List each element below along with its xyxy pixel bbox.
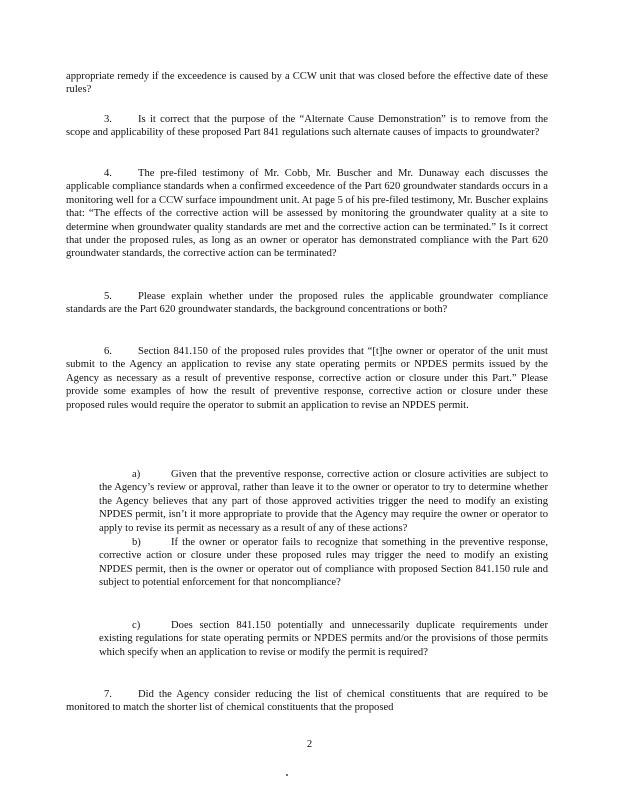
question-text: Did the Agency consider reducing the list of chemical constituents that are required to be monitored to match the shorter list of chemical constituents that the proposed (66, 689, 548, 714)
question-text: The pre-filed testimony of Mr. Cobb, Mr. Buscher and Mr. Dunaway each discusses the applicable compliance standards when a confirmed exceedence of the Part 620 groundwater standards occurs in a monitoring well for a CCW surface impoundment unit. At page 5 of his pre-filed testimony, Mr. Buscher explains that: “The effects of the corrective action will be assessed by monitoring the groundwater quality at a site to determine when groundwater quality standards are met and the corrective action can be terminated.” Is it correct that under the proposed rules, as long as an owner or operator has demonstrated compliance with the Part 620 groundwater standards, the corrective action can be terminated? (66, 168, 548, 260)
scan-speck (286, 774, 288, 776)
question-6 (66, 345, 548, 412)
subquestion-letter: c) (132, 620, 141, 631)
question-text: Section 841.150 of the proposed rules provides that “[t]he owner or operator of the unit must submit to the Agency an application to revise any state operating permits or NPDES permits issued by the Agency as necessary as a result of preventive response, corrective action or closure under this Part.” Please provide some examples of how the result of preventive response, corrective action or closure under these proposed rules would require the operator to submit an application to revise an NPDES permit. (66, 346, 548, 411)
question-number: 6. (104, 346, 112, 357)
page-number: 2 (306, 739, 313, 750)
subquestion-text: Does section 841.150 potentially and unnecessarily duplicate requirements under existing regulations for state operating permits or NPDES permits and/or the provisions of those permits which specify when an application to revise or modify the permit is required? (99, 620, 548, 658)
question-text: Is it correct that the purpose of the “Alternate Cause Demonstration” is to remove from the scope and applicability of these proposed Part 841 regulations such alternate causes of impacts to groundwater? (66, 114, 548, 139)
subquestion-text: If the owner or operator fails to recognize that something in the preventive response, corrective action or closure under these proposed rules may trigger the need to modify an existing NPDES permit, then is the owner or operator out of compliance with proposed Section 841.150 rule and subject to potential enforcement for that noncompliance? (99, 537, 548, 589)
question-3 (66, 113, 548, 140)
subquestion-letter: b) (132, 537, 141, 548)
question-number: 5. (104, 291, 112, 302)
subquestion-letter: a) (132, 469, 141, 480)
question-5 (66, 290, 548, 317)
question-text: Please explain whether under the proposed rules the applicable groundwater compliance standards are the Part 620 groundwater standards, the background concentrations or both? (66, 291, 548, 316)
subquestion-text: Given that the preventive response, corrective action or closure activities are subject to the Agency’s review or approval, rather than leave it to the owner or operator to try to determine whether the Agency believes that any part of those approved activities trigger the need to modify an existing NPDES permit, isn’t it more appropriate to provide that the Agency may require the owner or operator to apply to revise its permit as necessary as a result of any of these actions? (99, 469, 548, 534)
continuation-paragraph: appropriate remedy if the exceedence is caused by a CCW unit that was closed before the effective date of these rules? (66, 71, 548, 96)
question-4 (66, 167, 548, 261)
question-number: 3. (104, 114, 112, 125)
question-7 (66, 688, 548, 715)
question-number: 4. (104, 168, 112, 179)
subquestion-b (99, 536, 548, 590)
subquestion-a (99, 468, 548, 535)
subquestion-c (99, 619, 548, 659)
question-number: 7. (104, 689, 112, 700)
